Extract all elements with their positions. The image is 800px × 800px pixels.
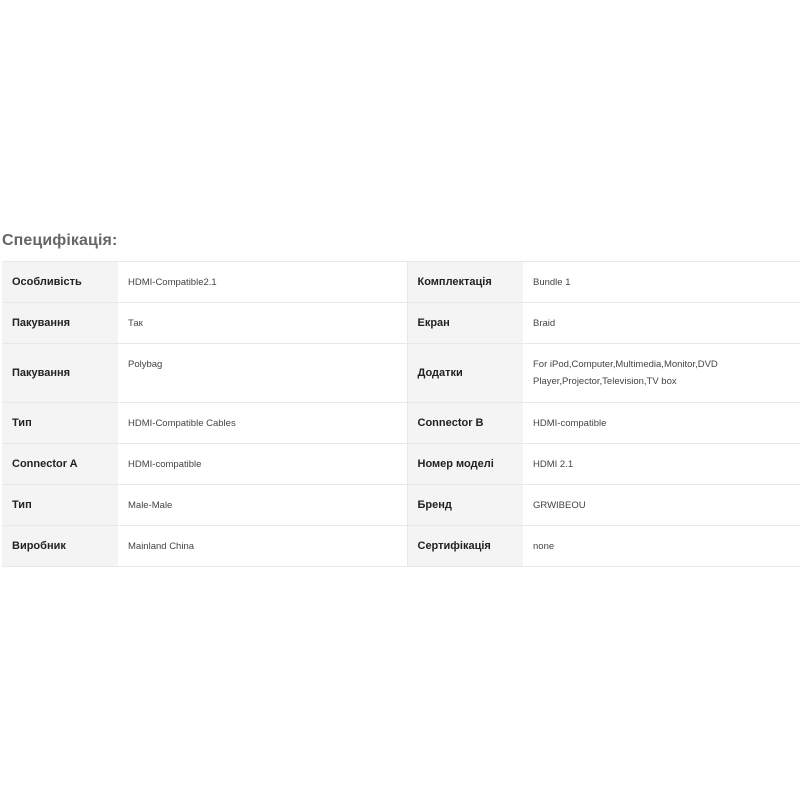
spec-key: Додатки [407, 344, 523, 403]
spec-key: Connector A [2, 444, 118, 485]
spec-key: Номер моделі [407, 444, 523, 485]
table-row [2, 444, 800, 485]
spec-value: HDMI 2.1 [523, 444, 800, 485]
spec-key: Тип [2, 485, 118, 526]
table-row [2, 485, 800, 526]
spec-key: Пакування [2, 303, 118, 344]
spec-value: Male-Male [118, 485, 407, 526]
spec-value: GRWIBEOU [523, 485, 800, 526]
spec-value: Так [118, 303, 407, 344]
spec-table [2, 261, 800, 567]
spec-value: none [523, 526, 800, 567]
spec-value: Braid [523, 303, 800, 344]
spec-value: HDMI-Compatible2.1 [118, 262, 407, 303]
spec-title: Специфікація: [2, 232, 118, 249]
spec-key: Бренд [407, 485, 523, 526]
table-row [2, 403, 800, 444]
spec-value: HDMI-compatible [523, 403, 800, 444]
spec-value: For iPod,Computer,Multimedia,Monitor,DVD Player,Projector,Television,TV box [523, 344, 800, 403]
spec-value: HDMI-Compatible Cables [118, 403, 407, 444]
table-row [2, 262, 800, 303]
spec-key: Пакування [2, 344, 118, 403]
spec-key: Тип [2, 403, 118, 444]
spec-value: Mainland China [118, 526, 407, 567]
spec-key: Сертифікація [407, 526, 523, 567]
spec-value: Polybag [118, 344, 407, 403]
table-row [2, 303, 800, 344]
spec-value: Bundle 1 [523, 262, 800, 303]
spec-key: Екран [407, 303, 523, 344]
spec-key: Виробник [2, 526, 118, 567]
table-row [2, 526, 800, 567]
spec-key: Комплектація [407, 262, 523, 303]
spec-key: Connector B [407, 403, 523, 444]
table-row [2, 344, 800, 403]
spec-value: HDMI-compatible [118, 444, 407, 485]
spec-key: Особливість [2, 262, 118, 303]
